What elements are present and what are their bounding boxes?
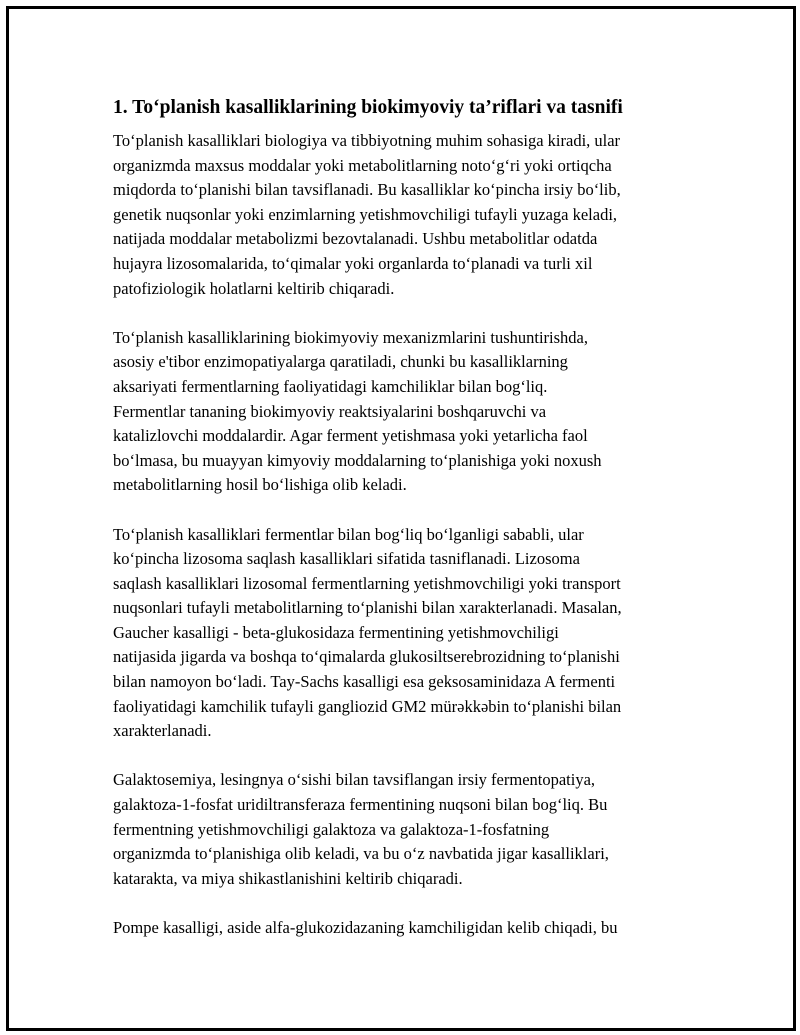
section-heading: 1. To‘planish kasalliklarining biokimyoviy ta’riflari va tasnifi: [113, 97, 623, 118]
paragraph-line: katalizlovchi moddalardir. Agar ferment yetishmasa yoki yetarlicha faol: [113, 426, 588, 446]
paragraph-line: faoliyatidagi kamchilik tufayli gangliozid GM2 mürəkkəbin to‘planishi bilan: [113, 696, 622, 716]
paragraph-line: ko‘pincha lizosoma saqlash kasalliklari sifatida tasniflanadi. Lizosoma: [113, 549, 580, 569]
paragraph-5: [113, 916, 693, 941]
paragraph-3: [113, 523, 693, 744]
document-body: [113, 95, 693, 965]
paragraph-line: natijada moddalar metabolizmi bezovtalanadi. Ushbu metabolitlar odatda: [113, 229, 598, 249]
paragraph-line: metabolitlarning hosil bo‘lishiga olib keladi.: [113, 475, 407, 495]
paragraph-line: natijasida jigarda va boshqa to‘qimalarda glukosiltserebrozidning to‘planishi: [113, 647, 620, 667]
paragraph-line: genetik nuqsonlar yoki enzimlarning yetishmovchiligi tufayli yuzaga keladi,: [113, 204, 618, 224]
paragraph-line: Fermentlar tananing biokimyoviy reaktsiyalarini boshqaruvchi va: [113, 401, 547, 421]
paragraph-line: bilan namoyon bo‘ladi. Tay-Sachs kasalligi esa geksosaminidaza A fermenti: [113, 672, 616, 692]
paragraph-line: fermentning yetishmovchiligi galaktoza va galaktoza-1-fosfatning: [113, 819, 550, 839]
paragraph-line: Galaktosemiya, lesingnya o‘sishi bilan tavsiflangan irsiy fermentopatiya,: [113, 770, 596, 790]
paragraph-line: nuqsonlari tufayli metabolitlarning to‘planishi bilan xarakterlanadi. Masalan,: [113, 598, 622, 618]
paragraph-line: saqlash kasalliklari lizosomal fermentlarning yetishmovchiligi yoki transport: [113, 573, 621, 593]
paragraph-2: [113, 326, 693, 498]
paragraph-line: aksariyati fermentlarning faoliyatidagi kamchiliklar bilan bog‘liq.: [113, 376, 548, 396]
paragraph-line: Pompe kasalligi, aside alfa-glukozidazaning kamchiligidan kelib chiqadi, bu: [113, 918, 618, 937]
paragraph-line: galaktoza-1-fosfat uridiltransferaza fermentining nuqsoni bilan bog‘liq. Bu: [113, 795, 608, 815]
paragraph-line: patofiziologik holatlarni keltirib chiqaradi.: [113, 278, 395, 298]
paragraph-line: xarakterlanadi.: [113, 721, 212, 741]
paragraph-line: To‘planish kasalliklari biologiya va tibbiyotning muhim sohasiga kiradi, ular: [113, 131, 621, 150]
paragraph-line: asosiy e'tibor enzimopatiyalarga qaratiladi, chunki bu kasalliklarning: [113, 352, 568, 372]
paragraph-line: To‘planish kasalliklarining biokimyoviy mexanizmlarini tushuntirishda,: [113, 327, 588, 347]
paragraph-line: organizmda to‘planishiga olib keladi, va bu o‘z navbatida jigar kasalliklari,: [113, 844, 609, 864]
paragraph-line: katarakta, va miya shikastlanishini keltirib chiqaradi.: [113, 868, 463, 888]
paragraph-line: organizmda maxsus moddalar yoki metabolitlarning noto‘g‘ri yoki ortiqcha: [113, 155, 612, 175]
paragraph-4: [113, 768, 693, 891]
paragraph-line: hujayra lizosomalarida, to‘qimalar yoki organlarda to‘planadi va turli xil: [113, 253, 593, 273]
paragraph-line: miqdorda to‘planishi bilan tavsiflanadi. Bu kasalliklar ko‘pincha irsiy bo‘lib,: [113, 180, 621, 200]
paragraph-line: Gaucher kasalligi - beta-glukosidaza fermentining yetishmovchiligi: [113, 622, 559, 642]
paragraph-line: To‘planish kasalliklari fermentlar bilan bog‘liq bo‘lganligi sababli, ular: [113, 524, 584, 544]
paragraph-line: bo‘lmasa, bu muayyan kimyoviy moddalarning to‘planishiga yoki noxush: [113, 450, 602, 470]
paragraph-1: [113, 129, 693, 301]
